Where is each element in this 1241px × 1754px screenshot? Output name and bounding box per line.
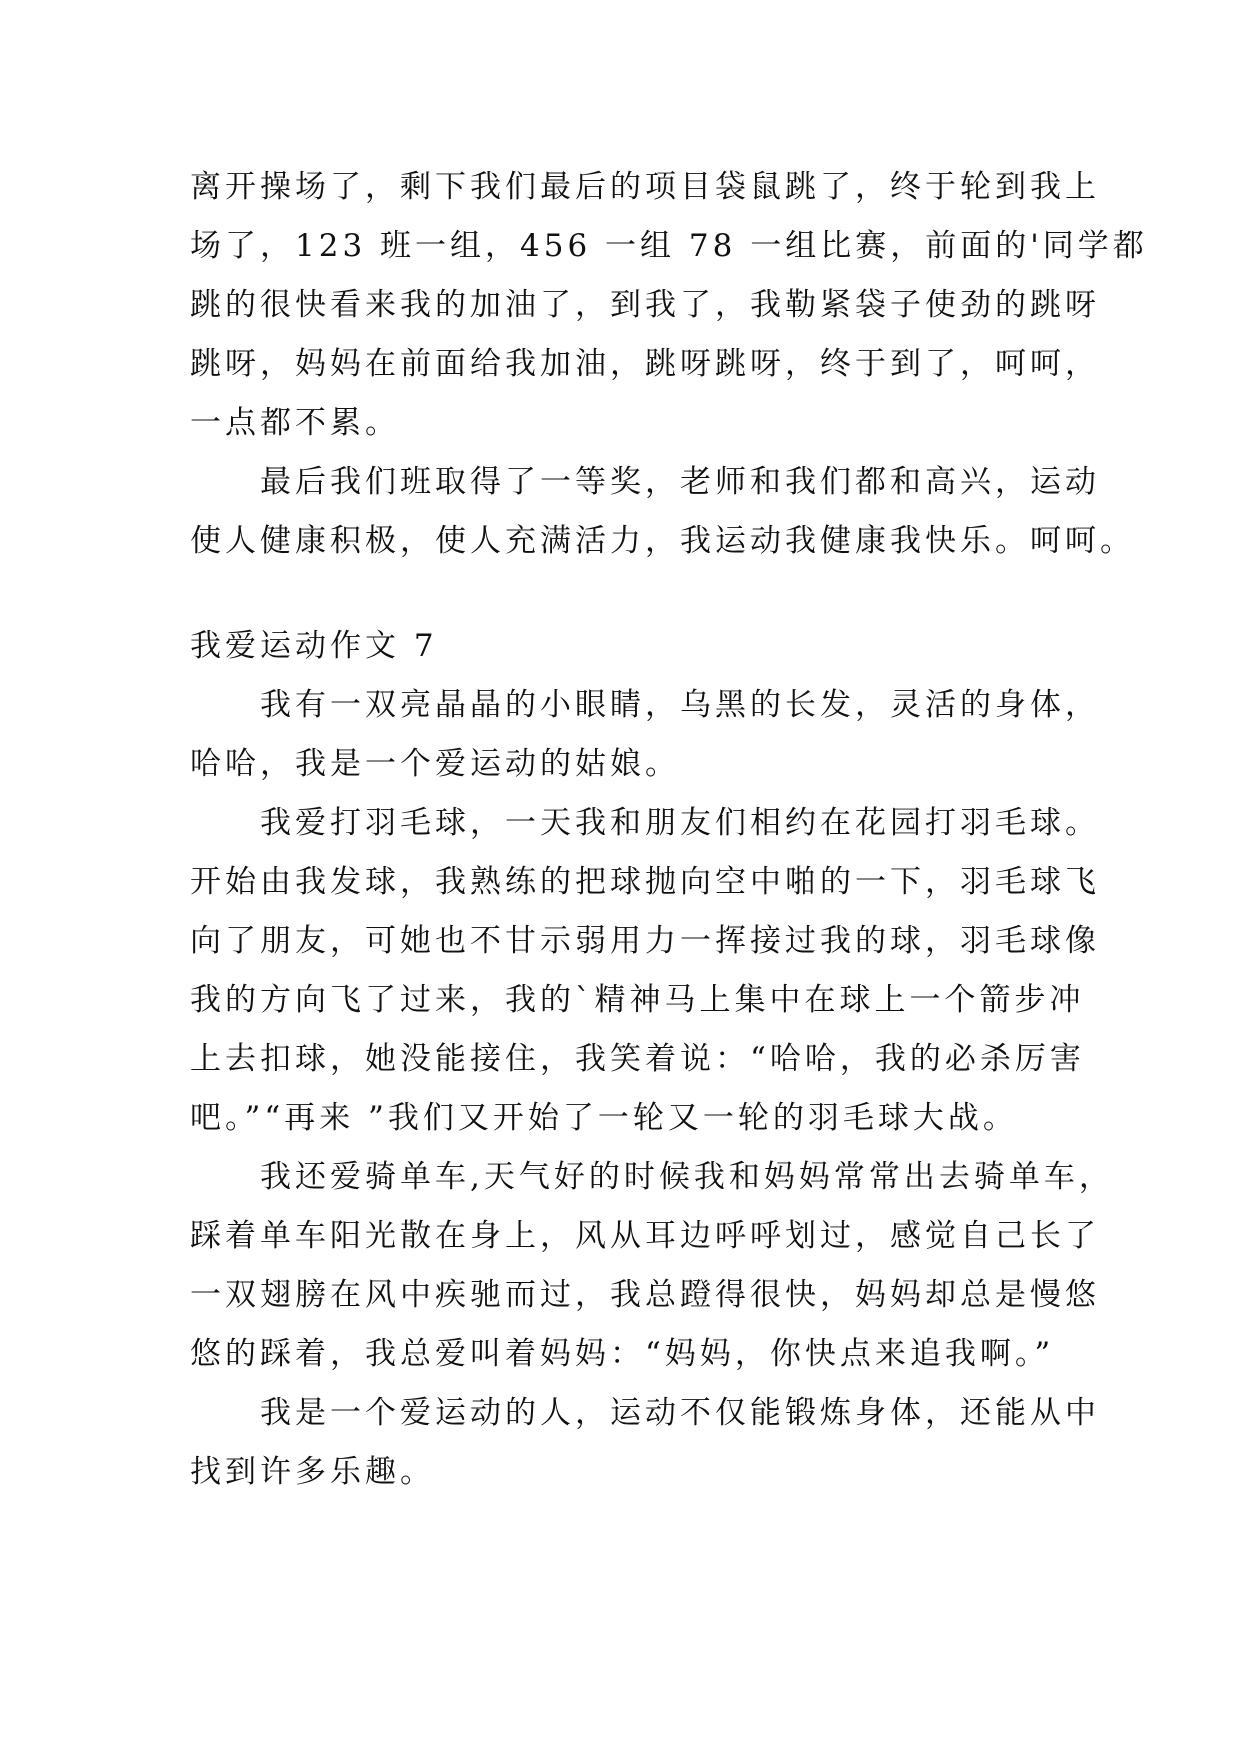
essay-title: 我爱运动作文 7	[190, 628, 438, 664]
text-line: 跳的很快看来我的加油了，到我了，我勒紧袋子使劲的跳呀	[190, 287, 1100, 323]
essay-continuation	[190, 158, 1148, 571]
text-line: 我是一个爱运动的人，运动不仅能锻炼身体，还能从中	[190, 1395, 1100, 1431]
text-line: 我还爱骑单车,天气好的时候我和妈妈常常出去骑单车，	[190, 1159, 1114, 1195]
text-line: 找到许多乐趣。	[190, 1454, 435, 1490]
text-line: 使人健康积极，使人充满活力，我运动我健康我快乐。呵呵。	[190, 523, 1135, 559]
text-line: 我的方向飞了过来，我的`精神马上集中在球上一个箭步冲	[190, 982, 1085, 1018]
text-line: 向了朋友，可她也不甘示弱用力一挥接过我的球，羽毛球像	[190, 923, 1100, 959]
text-line: 跳呀，妈妈在前面给我加油，跳呀跳呀，终于到了，呵呵，	[190, 346, 1100, 382]
text-line: 开始由我发球，我熟练的把球抛向空中啪的一下，羽毛球飞	[190, 864, 1100, 900]
text-line: 一双翅膀在风中疾驰而过，我总蹬得很快，妈妈却总是慢悠	[190, 1277, 1100, 1313]
text-line: 我爱打羽毛球，一天我和朋友们相约在花园打羽毛球。	[190, 805, 1100, 841]
text-line: 悠的踩着，我总爱叫着妈妈：“妈妈，你快点来追我啊。”	[190, 1336, 1055, 1372]
text-line: 我有一双亮晶晶的小眼睛，乌黑的长发，灵活的身体，	[190, 687, 1100, 723]
text-line: 最后我们班取得了一等奖，老师和我们都和高兴，运动	[190, 464, 1100, 500]
text-line: 离开操场了，剩下我们最后的项目袋鼠跳了，终于轮到我上	[190, 169, 1100, 205]
text-line: 一点都不累。	[190, 405, 400, 441]
text-line: 上去扣球，她没能接住，我笑着说：“哈哈，我的必杀厉害	[190, 1041, 1085, 1077]
text-line: 哈哈，我是一个爱运动的姑娘。	[190, 746, 680, 782]
text-line: 场了，123 班一组，456 一组 78 一组比赛，前面的'同学都	[190, 228, 1148, 264]
text-line: 踩着单车阳光散在身上，风从耳边呼呼划过，感觉自己长了	[190, 1218, 1100, 1254]
text-line: 吧。”“再来 ”我们又开始了一轮又一轮的羽毛球大战。	[190, 1100, 1018, 1136]
essay-7	[190, 617, 1114, 1502]
